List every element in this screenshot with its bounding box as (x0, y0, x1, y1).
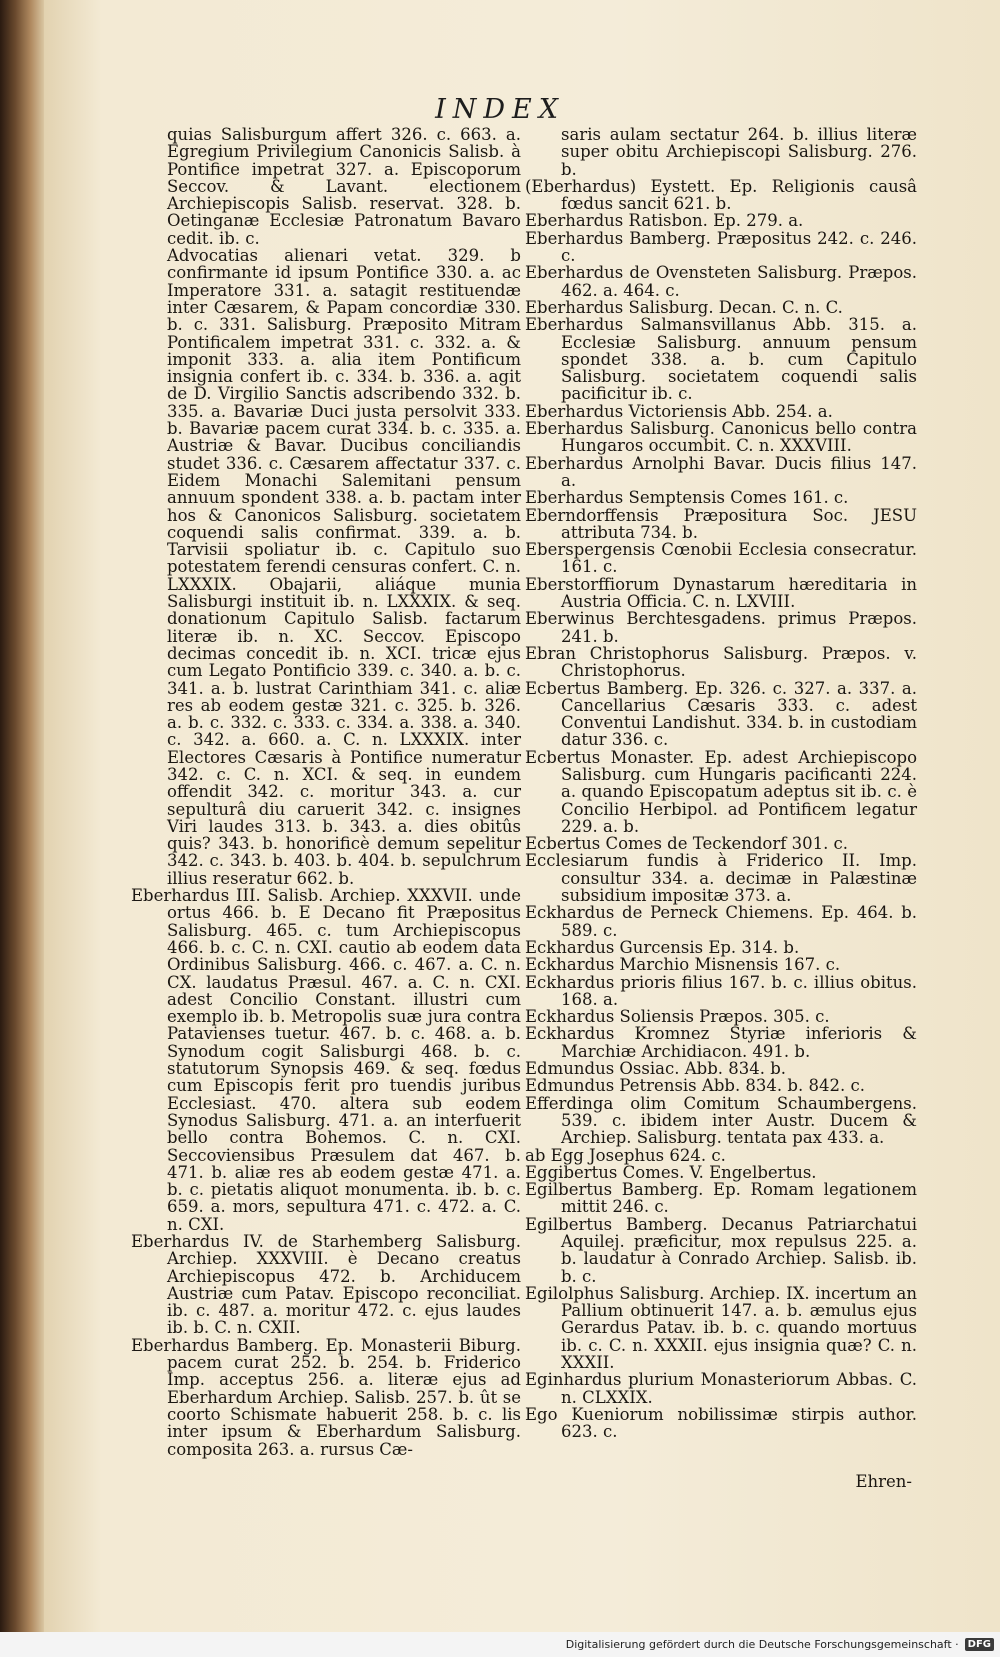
index-entry: Eckhardus Marchio Misnensis 167. c. (525, 955, 841, 975)
digitization-footer (0, 1632, 1000, 1657)
index-entry: Eberspergensis Cœnobii Ecclesia consecratur. 161. c. (525, 540, 917, 577)
index-entry: saris aulam sectatur 264. b. illius literæ super obitu Archiepiscopi Salisburg. 276. b. (561, 125, 917, 179)
index-entry: Eberhardus Bamberg. Præpositus 242. c. 246. c. (525, 228, 917, 266)
index-entry: Eberhardus de Ovensteten Salisburg. Præpos. 462. a. 464. c. (525, 263, 917, 300)
index-entry: Eberhardus Bamberg. Ep. Monasterii Biburg. pacem curat 252. b. 254. b. Friderico Imp. acceptus 256. a. literæ ejus ad Eberhardum Archiep. Salisb. 257. b. ût se coorto Schismate habuerit 258. b. c. lis inter ipsum & Eberhardum Salisburg. composita 263. a. rursus Cæ- (131, 1335, 521, 1459)
index-entry: Ecbertus Bamberg. Ep. 326. c. 327. a. 337. a. Cancellarius Cæsaris 333. c. adest Conventui Landishut. 334. b. in custodiam datur 336. c. (525, 678, 917, 750)
index-entry: Eberhardus Ratisbon. Ep. 279. a. (525, 211, 804, 231)
index-entry: Eberhardus IV. de Starhemberg Salisburg. Archiep. XXXVIII. è Decano creatus Archiepiscopus 472. b. Archiducem Austriæ cum Patav. Episcopo reconciliat. ib. c. 487. a. moritur 472. c. ejus laudes ib. b. C. n. CXII. (131, 1232, 521, 1338)
index-entry: Eberstorffiorum Dynastarum hæreditaria in Austria Officia. C. n. LXVIII. (525, 574, 917, 612)
index-entry: Eberhardus Salisburg. Canonicus bello contra Hungaros occumbit. C. n. XXXVIII. (525, 419, 917, 456)
index-entry: Eckhardus Kromnez Styriæ inferioris & Marchiæ Archidiacon. 491. b. (525, 1024, 917, 1061)
index-entry: Eberhardus Semptensis Comes 161. c. (525, 488, 849, 508)
index-entry: Eckhardus de Perneck Chiemens. Ep. 464. b. 589. c. (525, 903, 917, 940)
index-entry: Ecbertus Comes de Teckendorf 301. c. (525, 834, 849, 854)
index-entry: Eginhardus plurium Monasteriorum Abbas. C. n. CLXXIX. (525, 1370, 917, 1407)
index-entry: Eberhardus III. Salisb. Archiep. XXXVII. unde ortus 466. b. E Decano fit Præpositus Salisburg. 465. c. tum Archiepiscopus 466. b. c. C. n. CXI. cautio ab eodem data Ordinibus Salisburg. 466. c. 467. a. C. n. CX. laudatus Præsul. 467. a. C. n. CXI. adest Concilio Constant. illustri cum exemplo ib. b. Metropolis suæ jura contra Patavienses tuetur. 467. b. c. 468. a. b. Synodum cogit Salisburgi 468. b. c. statutorum Synopsis 469. & seq. fœdus cum Episcopis ferit pro tuendis juribus Ecclesiast. 470. altera sub eodem Synodus Salisburg. 471. a. an interfuerit bello contra Bohemos. C. n. CXI. Seccoviensibus Præsulem dat 467. b. 471. b. aliæ res ab eodem gestæ 471. a. b. c. pietatis aliquot monumenta. ib. b. c. 659. a. mors, sepultura 471. c. 472. a. C. n. CXI. (131, 886, 521, 1234)
index-entry: Ego Kueniorum nobilissimæ stirpis author. 623. c. (525, 1404, 917, 1442)
index-entry: Ecbertus Monaster. Ep. adest Archiepiscopo Salisburg. cum Hungaris pacificanti 224. a. quando Episcopatum adeptus sit ib. c. è Concilio Herbipol. ad Pontificem legatur 229. a. b. (525, 747, 917, 836)
index-entry: Eberhardus Salisburg. Decan. C. n. C. (525, 297, 843, 317)
index-entry: Eckhardus Soliensis Præpos. 305. c. (525, 1007, 830, 1027)
left-column (131, 126, 521, 1458)
index-entry: Ebran Christophorus Salisburg. Præpos. v. Christophorus. (525, 643, 917, 681)
index-entry: Eckhardus Gurcensis Ep. 314. b. (525, 937, 800, 957)
index-entry: Eberndorffensis Præpositura Soc. JESU attributa 734. b. (525, 505, 917, 542)
index-entry: Eckhardus prioris filius 167. b. c. illius obitus. 168. a. (525, 972, 917, 1009)
index-entry: Advocatias alienari vetat. 329. b confirmante id ipsum Pontifice 330. a. ac Imperatore 331. a. satagit restituendæ inter Cæsarem, & Papam concordiæ 330. b. c. 331. Salisburg. Præposito Mitram Pontificalem impetrat 331. c. 332. a. & imponit 333. a. alia item Pontificum insignia confert ib. c. 334. b. 336. a. agit de D. Virgilio Sanctis adscribendo 332. b. 335. a. Bavariæ Duci justa persolvit 333. b. Bavariæ pacem curat 334. b. c. 335. a. Austriæ & Bavar. Ducibus conciliandis studet 336. c. Cæsarem affectatur 337. c. Eidem Monachi Salemitani pensum annuum spondent 338. a. b. pactam inter hos & Canonicos Salisburg. societatem coquendi salis confirmat. 339. a. b. Tarvisii spoliatur ib. c. Capitulo suo potestatem ferendi censuras confert. C. n. LXXXIX. Obajarii, aliáque munia Salisburgi instituit ib. n. LXXXIX. & seq. donationum Capitulo Salisb. factarum literæ ib. n. XC. Seccov. Episcopo decimas concedit ib. n. XCI. tricæ ejus cum Legato Pontificio 339. c. 340. a. b. c. 341. a. b. lustrat Carinthiam 341. c. aliæ res ab eodem gestæ 321. c. 325. b. 326. a. b. c. 332. c. 333. c. 334. a. 338. a. 340. c. 342. a. 660. a. C. n. LXXXIX. inter Electores Cæsaris à Pontifice numeratur 342. c. C. n. XCI. & seq. in eundem offendit 342. c. moritur 343. a. cur sepulturâ diu caruerit 342. c. insignes Viri laudes 313. b. 343. a. dies obitûs quis? 343. b. honorificè demum sepelitur 342. c. 343. b. 403. b. 404. b. sepulchrum illius reseratur 662. b. (167, 246, 521, 888)
index-entry: Egilbertus Bamberg. Decanus Patriarchatui Aquilej. præficitur, mox repulsus 225. a. b. laudatur à Conrado Archiep. Salisb. ib. b. c. (525, 1214, 917, 1286)
index-entry: (Eberhardus) Eystett. Ep. Religionis causâ fœdus sancit 621. b. (525, 176, 917, 214)
index-entry: Eberwinus Berchtesgadens. primus Præpos. 241. b. (525, 609, 917, 646)
index-entry: Eberhardus Salmansvillanus Abb. 315. a. Ecclesiæ Salisburg. annuum pensum spondet 338. a. b. cum Capitulo Salisburg. societatem coquendi salis pacificitur ib. c. (525, 315, 917, 404)
index-entry: ab Egg Josephus 624. c. (525, 1145, 726, 1165)
dfg-logo-icon: DFG (965, 1638, 994, 1651)
index-entry: Eberhardus Arnolphi Bavar. Ducis filius 147. a. (525, 453, 917, 490)
catchword: Ehren- (855, 1472, 912, 1491)
index-entry: Edmundus Petrensis Abb. 834. b. 842. c. (525, 1076, 865, 1096)
page-title: INDEX (435, 94, 565, 125)
index-entry: Eggibertus Comes. V. Engelbertus. (525, 1162, 817, 1182)
index-entry: Edmundus Ossiac. Abb. 834. b. (525, 1059, 787, 1079)
footer-text: Digitalisierung gefördert durch die Deutsche Forschungsgemeinschaft · (565, 1638, 959, 1651)
index-entry: quias Salisburgum affert 326. c. 663. a. Egregium Privilegium Canonicis Salisb. à Pontifice impetrat 327. a. Episcoporum Seccov. & Lavant. electionem Archiepiscopis Salisb. reservat. 328. b. Oetinganæ Ecclesiæ Patronatum Bavaro cedit. ib. c. (167, 125, 521, 248)
book-binding (0, 0, 44, 1657)
index-entry: Eberhardus Victoriensis Abb. 254. a. (525, 401, 833, 421)
index-entry: Egilbertus Bamberg. Ep. Romam legationem mittit 246. c. (525, 1180, 917, 1217)
right-column (525, 126, 917, 1441)
index-entry: Ecclesiarum fundis à Friderico II. Imp. consultur 334. a. decimæ in Palæstinæ subsidium impositæ 373. a. (525, 851, 917, 906)
index-entry: Egilolphus Salisburg. Archiep. IX. incertum an Pallium obtinuerit 147. a. b. æmulus ejus Gerardus Patav. ib. b. c. quando mortuus ib. c. C. n. XXXII. ejus insignia quæ? C. n. XXXII. (525, 1283, 917, 1373)
index-entry: Efferdinga olim Comitum Schaumbergens. 539. c. ibidem inter Austr. Ducem & Archiep. Salisburg. tentata pax 433. a. (525, 1093, 917, 1148)
